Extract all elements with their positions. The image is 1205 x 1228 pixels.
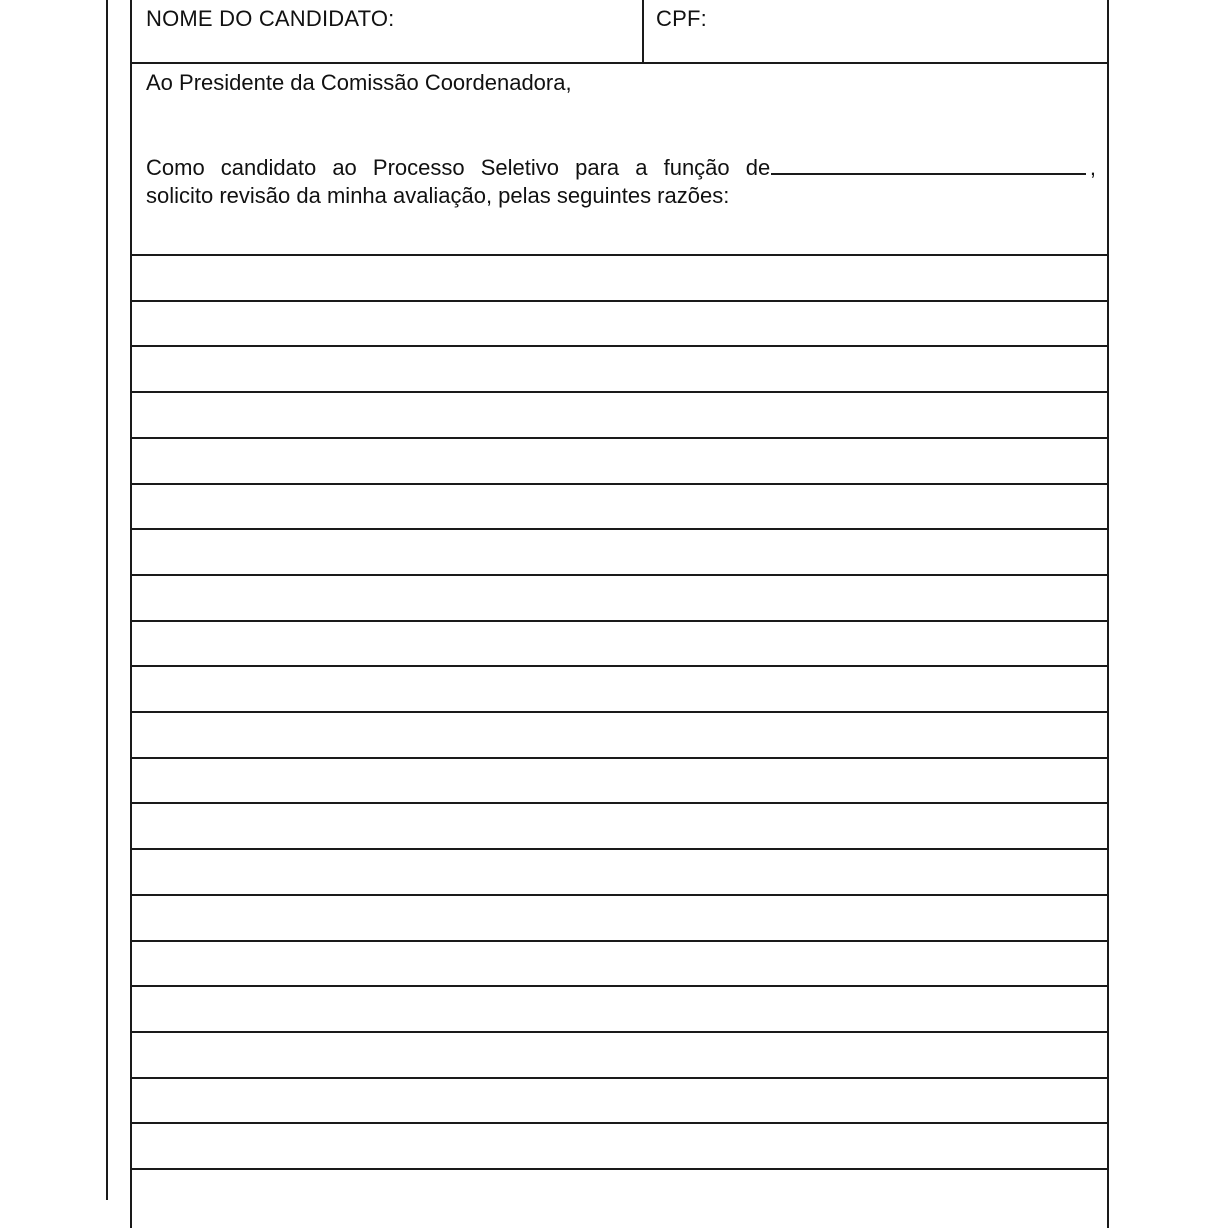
writing-line[interactable]: [130, 1077, 1109, 1079]
writing-line[interactable]: [130, 711, 1109, 713]
writing-line[interactable]: [130, 300, 1109, 302]
writing-line[interactable]: [130, 254, 1109, 256]
writing-line[interactable]: [130, 848, 1109, 850]
candidate-name-label: NOME DO CANDIDATO:: [146, 6, 395, 31]
writing-line[interactable]: [130, 802, 1109, 804]
writing-line[interactable]: [130, 574, 1109, 576]
trailing-comma: ,: [1089, 155, 1096, 180]
cpf-label: CPF:: [656, 6, 707, 31]
header-divider: [642, 0, 644, 64]
page-left-edge: [106, 0, 108, 1200]
request-paragraph-line-2: solicito revisão da minha avaliação, pelas seguintes razões:: [146, 183, 730, 208]
writing-line[interactable]: [130, 437, 1109, 439]
writing-line[interactable]: [130, 1031, 1109, 1033]
candidate-header-row: [132, 0, 1107, 64]
writing-line[interactable]: [130, 483, 1109, 485]
writing-line[interactable]: [130, 665, 1109, 667]
request-text-lead: Como candidato ao Processo Seletivo para a função de: [146, 155, 771, 180]
writing-line[interactable]: [130, 1122, 1109, 1124]
revision-request-form: [130, 0, 1109, 1228]
writing-line[interactable]: [130, 391, 1109, 393]
writing-line[interactable]: [130, 940, 1109, 942]
writing-line[interactable]: [130, 345, 1109, 347]
request-paragraph: [146, 154, 1096, 210]
writing-line[interactable]: [130, 894, 1109, 896]
writing-line[interactable]: [130, 620, 1109, 622]
writing-line[interactable]: [130, 528, 1109, 530]
salutation: Ao Presidente da Comissão Coordenadora,: [146, 70, 572, 95]
writing-line[interactable]: [130, 757, 1109, 759]
request-paragraph-line-1: [146, 154, 1096, 182]
writing-line[interactable]: [130, 1168, 1109, 1170]
role-blank-field[interactable]: [771, 157, 1086, 175]
writing-line[interactable]: [130, 985, 1109, 987]
